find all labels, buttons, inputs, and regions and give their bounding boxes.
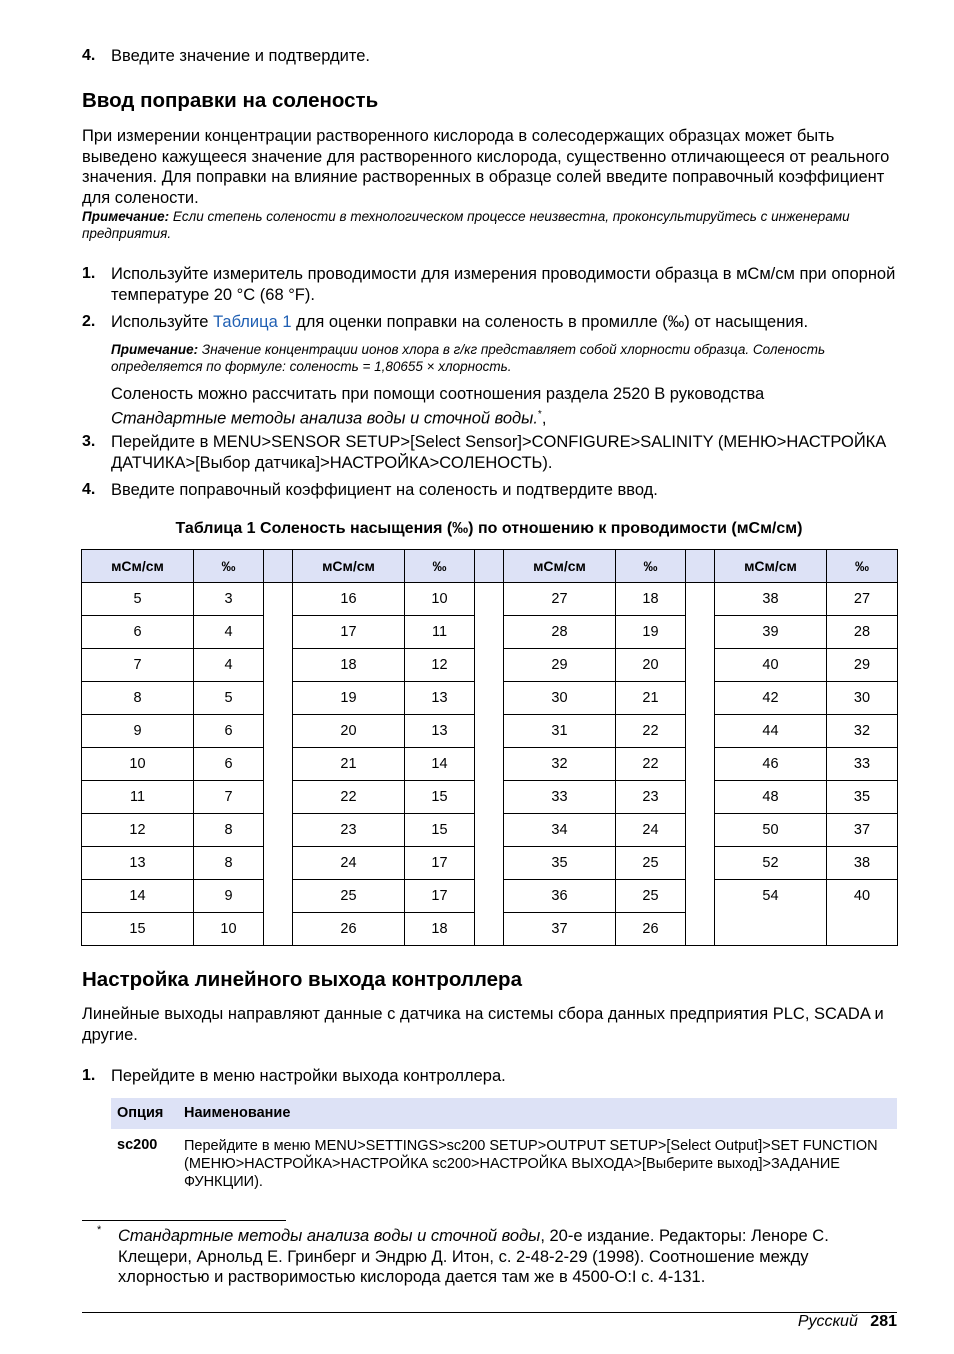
cell-spacer bbox=[475, 814, 504, 847]
table-row bbox=[82, 880, 898, 913]
cell-conductivity: 10 bbox=[82, 748, 194, 781]
cell-spacer bbox=[475, 748, 504, 781]
cell-spacer bbox=[264, 781, 293, 814]
table-row bbox=[82, 616, 898, 649]
section-title-output: Настройка линейного выхода контроллера bbox=[82, 968, 522, 991]
footnote-ref[interactable]: * bbox=[537, 408, 542, 420]
cell-salinity: 30 bbox=[827, 682, 898, 715]
cell-spacer bbox=[475, 682, 504, 715]
table-row bbox=[82, 913, 898, 946]
cell-conductivity: 54 bbox=[715, 880, 827, 913]
salinity-paragraph: При измерении концентрации растворенного кислорода в солесодержащих образцах может быть выведено кажущееся значение для растворенного кислорода, существенно отличающееся от реального значения. Для поправки на влияние растворенных в образце солей введите поправочный коэффициент для солености. bbox=[82, 127, 890, 207]
cell-conductivity: 20 bbox=[293, 715, 405, 748]
cell-salinity: 25 bbox=[616, 847, 686, 880]
page-number: 281 bbox=[870, 1313, 897, 1330]
cell-conductivity: 16 bbox=[293, 583, 405, 616]
table-caption: Таблица 1 Соленость насыщения (‰) по отношению к проводимости (мСм/см) bbox=[175, 520, 803, 537]
header-permille: ‰ bbox=[827, 550, 898, 583]
step-2-note bbox=[111, 341, 897, 375]
cell-conductivity: 5 bbox=[82, 583, 194, 616]
cell-conductivity: 46 bbox=[715, 748, 827, 781]
cell-conductivity: 11 bbox=[82, 781, 194, 814]
cell-salinity: 23 bbox=[616, 781, 686, 814]
cell-salinity: 21 bbox=[616, 682, 686, 715]
cell-salinity: 29 bbox=[827, 649, 898, 682]
cell-salinity: 4 bbox=[194, 649, 264, 682]
cell-salinity: 22 bbox=[616, 715, 686, 748]
cell-conductivity: 6 bbox=[82, 616, 194, 649]
table-row bbox=[82, 682, 898, 715]
note-text: Если степень солености в технологическом процессе неизвестна, проконсультируйтесь с инженерами предприятия. bbox=[82, 209, 850, 241]
cell-conductivity: 9 bbox=[82, 715, 194, 748]
footer-language: Русский bbox=[797, 1313, 858, 1330]
table-row bbox=[82, 583, 898, 616]
cell-spacer bbox=[686, 616, 715, 649]
cell-conductivity: 44 bbox=[715, 715, 827, 748]
table-row bbox=[82, 814, 898, 847]
cell-conductivity: 34 bbox=[504, 814, 616, 847]
cell-conductivity: 24 bbox=[293, 847, 405, 880]
cell-spacer bbox=[686, 847, 715, 880]
cell-salinity: 35 bbox=[827, 781, 898, 814]
cell-conductivity: 50 bbox=[715, 814, 827, 847]
header-option: Опция bbox=[117, 1105, 164, 1121]
cell-salinity: 38 bbox=[827, 847, 898, 880]
cell-conductivity: 29 bbox=[504, 649, 616, 682]
cell-salinity: 7 bbox=[194, 781, 264, 814]
cell-spacer bbox=[686, 913, 715, 946]
cell-salinity: 8 bbox=[194, 847, 264, 880]
cell-conductivity: 39 bbox=[715, 616, 827, 649]
cell-spacer bbox=[264, 616, 293, 649]
cell-conductivity: 13 bbox=[82, 847, 194, 880]
step-text bbox=[111, 312, 901, 333]
cell-conductivity: 37 bbox=[504, 913, 616, 946]
footnote-mark: * bbox=[97, 1224, 102, 1236]
cell-salinity bbox=[827, 913, 898, 946]
cell-salinity: 24 bbox=[616, 814, 686, 847]
cell-salinity: 8 bbox=[194, 814, 264, 847]
cell-spacer bbox=[475, 715, 504, 748]
calc-text-pre: Соленость можно рассчитать при помощи соотношения раздела 2520 B руководства bbox=[111, 385, 765, 403]
step-number: 1. bbox=[82, 265, 96, 282]
cell-spacer bbox=[264, 715, 293, 748]
cell-spacer bbox=[686, 583, 715, 616]
step-text: Используйте измеритель проводимости для измерения проводимости образца в мСм/см при опорной температуре 20 °C (68 °F). bbox=[111, 265, 896, 304]
cell-salinity: 22 bbox=[616, 748, 686, 781]
options-header bbox=[111, 1098, 897, 1129]
cell-salinity: 18 bbox=[616, 583, 686, 616]
header-conductivity: мСм/см bbox=[293, 550, 405, 583]
header-permille: ‰ bbox=[405, 550, 475, 583]
page-footer bbox=[798, 1313, 897, 1331]
cell-salinity: 37 bbox=[827, 814, 898, 847]
cell-conductivity: 21 bbox=[293, 748, 405, 781]
cell-spacer bbox=[264, 649, 293, 682]
cell-spacer bbox=[264, 913, 293, 946]
cell-salinity: 5 bbox=[194, 682, 264, 715]
cell-spacer bbox=[475, 880, 504, 913]
cell-conductivity: 32 bbox=[504, 748, 616, 781]
cell-spacer bbox=[264, 814, 293, 847]
cell-spacer bbox=[475, 616, 504, 649]
step-number: 4. bbox=[82, 481, 96, 498]
cell-salinity: 28 bbox=[827, 616, 898, 649]
table-row bbox=[82, 781, 898, 814]
cell-conductivity: 38 bbox=[715, 583, 827, 616]
footnote-book: Стандартные методы анализа воды и сточной воды bbox=[118, 1227, 541, 1245]
cell-salinity: 4 bbox=[194, 616, 264, 649]
salinity-note bbox=[82, 208, 897, 242]
cell-conductivity: 23 bbox=[293, 814, 405, 847]
salinity-table bbox=[81, 549, 898, 946]
cell-conductivity: 19 bbox=[293, 682, 405, 715]
cell-conductivity: 8 bbox=[82, 682, 194, 715]
cell-spacer bbox=[475, 913, 504, 946]
step-number: 4. bbox=[82, 47, 96, 64]
cell-salinity: 17 bbox=[405, 847, 475, 880]
cell-spacer bbox=[686, 682, 715, 715]
note-text: Значение концентрации ионов хлора в г/кг представляет собой хлорности образца. Соленость определяется по формуле: соленость = 1,80655 × хлорность. bbox=[111, 342, 826, 374]
header-spacer bbox=[475, 550, 504, 583]
cell-salinity: 10 bbox=[405, 583, 475, 616]
step-number: 1. bbox=[82, 1067, 96, 1084]
cell-spacer bbox=[686, 781, 715, 814]
cell-salinity: 13 bbox=[405, 682, 475, 715]
cell-conductivity: 18 bbox=[293, 649, 405, 682]
cell-conductivity bbox=[715, 913, 827, 946]
cell-spacer bbox=[475, 583, 504, 616]
cell-spacer bbox=[686, 880, 715, 913]
header-spacer bbox=[264, 550, 293, 583]
footnote-body: , 20-е издание. Редакторы: Леноре С. Клещери, Арнольд Е. Гринберг и Эндрю Д. Итон, с. 2-48-2-29 (1998). Соотношение между хлорностью и растворимостью кислорода дается там же в 4500-O:I с. 4-131. bbox=[118, 1227, 829, 1286]
section-title-salinity: Ввод поправки на соленость bbox=[82, 89, 379, 112]
table-row bbox=[82, 748, 898, 781]
cell-spacer bbox=[264, 847, 293, 880]
cell-salinity: 6 bbox=[194, 748, 264, 781]
cell-salinity: 10 bbox=[194, 913, 264, 946]
cell-salinity: 15 bbox=[405, 781, 475, 814]
cell-conductivity: 36 bbox=[504, 880, 616, 913]
cell-spacer bbox=[264, 880, 293, 913]
cell-salinity: 11 bbox=[405, 616, 475, 649]
cell-salinity: 14 bbox=[405, 748, 475, 781]
cell-spacer bbox=[264, 682, 293, 715]
footnote-divider bbox=[82, 1220, 286, 1221]
cell-conductivity: 30 bbox=[504, 682, 616, 715]
step-number: 3. bbox=[82, 433, 96, 450]
cell-spacer bbox=[686, 649, 715, 682]
options-table bbox=[111, 1098, 897, 1224]
cell-conductivity: 12 bbox=[82, 814, 194, 847]
header-permille: ‰ bbox=[194, 550, 264, 583]
cell-salinity: 33 bbox=[827, 748, 898, 781]
step-text: Введите значение и подтвердите. bbox=[111, 47, 370, 65]
cell-conductivity: 40 bbox=[715, 649, 827, 682]
option-name: sc200 bbox=[117, 1137, 158, 1153]
cell-conductivity: 42 bbox=[715, 682, 827, 715]
cell-spacer bbox=[264, 583, 293, 616]
cell-salinity: 26 bbox=[616, 913, 686, 946]
cell-salinity: 17 bbox=[405, 880, 475, 913]
options-row bbox=[111, 1129, 897, 1224]
output-paragraph: Линейные выходы направляют данные с датчика на системы сбора данных предприятия PLC, SCADA и другие. bbox=[82, 1005, 884, 1044]
cell-conductivity: 15 bbox=[82, 913, 194, 946]
cell-salinity: 25 bbox=[616, 880, 686, 913]
cell-spacer bbox=[264, 748, 293, 781]
cell-spacer bbox=[686, 814, 715, 847]
cell-conductivity: 52 bbox=[715, 847, 827, 880]
cell-conductivity: 48 bbox=[715, 781, 827, 814]
cell-conductivity: 26 bbox=[293, 913, 405, 946]
cell-spacer bbox=[686, 715, 715, 748]
header-conductivity: мСм/см bbox=[504, 550, 616, 583]
cell-spacer bbox=[475, 649, 504, 682]
calc-text-book: Стандартные методы анализа воды и сточной воды. bbox=[111, 409, 538, 427]
cell-salinity: 40 bbox=[827, 880, 898, 913]
cell-salinity: 19 bbox=[616, 616, 686, 649]
cell-salinity: 9 bbox=[194, 880, 264, 913]
header-conductivity: мСм/см bbox=[715, 550, 827, 583]
header-conductivity: мСм/см bbox=[82, 550, 194, 583]
cell-salinity: 6 bbox=[194, 715, 264, 748]
step-text: Перейдите в MENU>SENSOR SETUP>[Select Sensor]>CONFIGURE>SALINITY (МЕНЮ>НАСТРОЙКА ДАТЧИКА>[Выбор датчика]>НАСТРОЙКА>СОЛЕНОСТЬ). bbox=[111, 433, 887, 472]
step-text: Перейдите в меню настройки выхода контроллера. bbox=[111, 1067, 506, 1085]
header-spacer bbox=[686, 550, 715, 583]
cell-salinity: 27 bbox=[827, 583, 898, 616]
cell-conductivity: 25 bbox=[293, 880, 405, 913]
cell-salinity: 12 bbox=[405, 649, 475, 682]
option-description: Перейдите в меню MENU>SETTINGS>sc200 SETUP>OUTPUT SETUP>[Select Output]>SET FUNCTION (МЕНЮ>НАСТРОЙКА>НАСТРОЙКА sc200>НАСТРОЙКА ВЫХОДА>[Выберите выход]>ЗАДАНИЕ ФУНКЦИИ). bbox=[184, 1138, 878, 1190]
cell-salinity: 15 bbox=[405, 814, 475, 847]
cell-spacer bbox=[475, 847, 504, 880]
header-permille: ‰ bbox=[616, 550, 686, 583]
cell-conductivity: 28 bbox=[504, 616, 616, 649]
cell-conductivity: 35 bbox=[504, 847, 616, 880]
cell-salinity: 18 bbox=[405, 913, 475, 946]
table-row bbox=[82, 715, 898, 748]
footnote-text bbox=[118, 1226, 897, 1288]
step-number: 2. bbox=[82, 313, 96, 330]
cell-conductivity: 17 bbox=[293, 616, 405, 649]
cell-conductivity: 33 bbox=[504, 781, 616, 814]
table-row bbox=[82, 649, 898, 682]
table-row bbox=[82, 847, 898, 880]
cell-conductivity: 31 bbox=[504, 715, 616, 748]
table-1-link[interactable]: Таблица 1 bbox=[213, 313, 292, 331]
cell-spacer bbox=[475, 781, 504, 814]
step-text: Введите поправочный коэффициент на соленость и подтвердите ввод. bbox=[111, 481, 658, 499]
note-label: Примечание: bbox=[111, 342, 199, 357]
step-text-post: для оценки поправки на соленость в промилле (‰) от насыщения. bbox=[291, 313, 809, 331]
step-text-pre: Используйте bbox=[111, 313, 214, 331]
cell-conductivity: 22 bbox=[293, 781, 405, 814]
cell-salinity: 32 bbox=[827, 715, 898, 748]
cell-salinity: 20 bbox=[616, 649, 686, 682]
salinity-calc-text bbox=[111, 384, 871, 429]
note-label: Примечание: bbox=[82, 209, 170, 224]
cell-conductivity: 7 bbox=[82, 649, 194, 682]
footer-divider bbox=[82, 1312, 897, 1313]
table-header-row bbox=[82, 550, 898, 583]
cell-salinity: 13 bbox=[405, 715, 475, 748]
calc-text-post: , bbox=[541, 409, 547, 427]
cell-conductivity: 14 bbox=[82, 880, 194, 913]
cell-spacer bbox=[686, 748, 715, 781]
header-description: Наименование bbox=[184, 1105, 291, 1121]
cell-conductivity: 27 bbox=[504, 583, 616, 616]
cell-salinity: 3 bbox=[194, 583, 264, 616]
